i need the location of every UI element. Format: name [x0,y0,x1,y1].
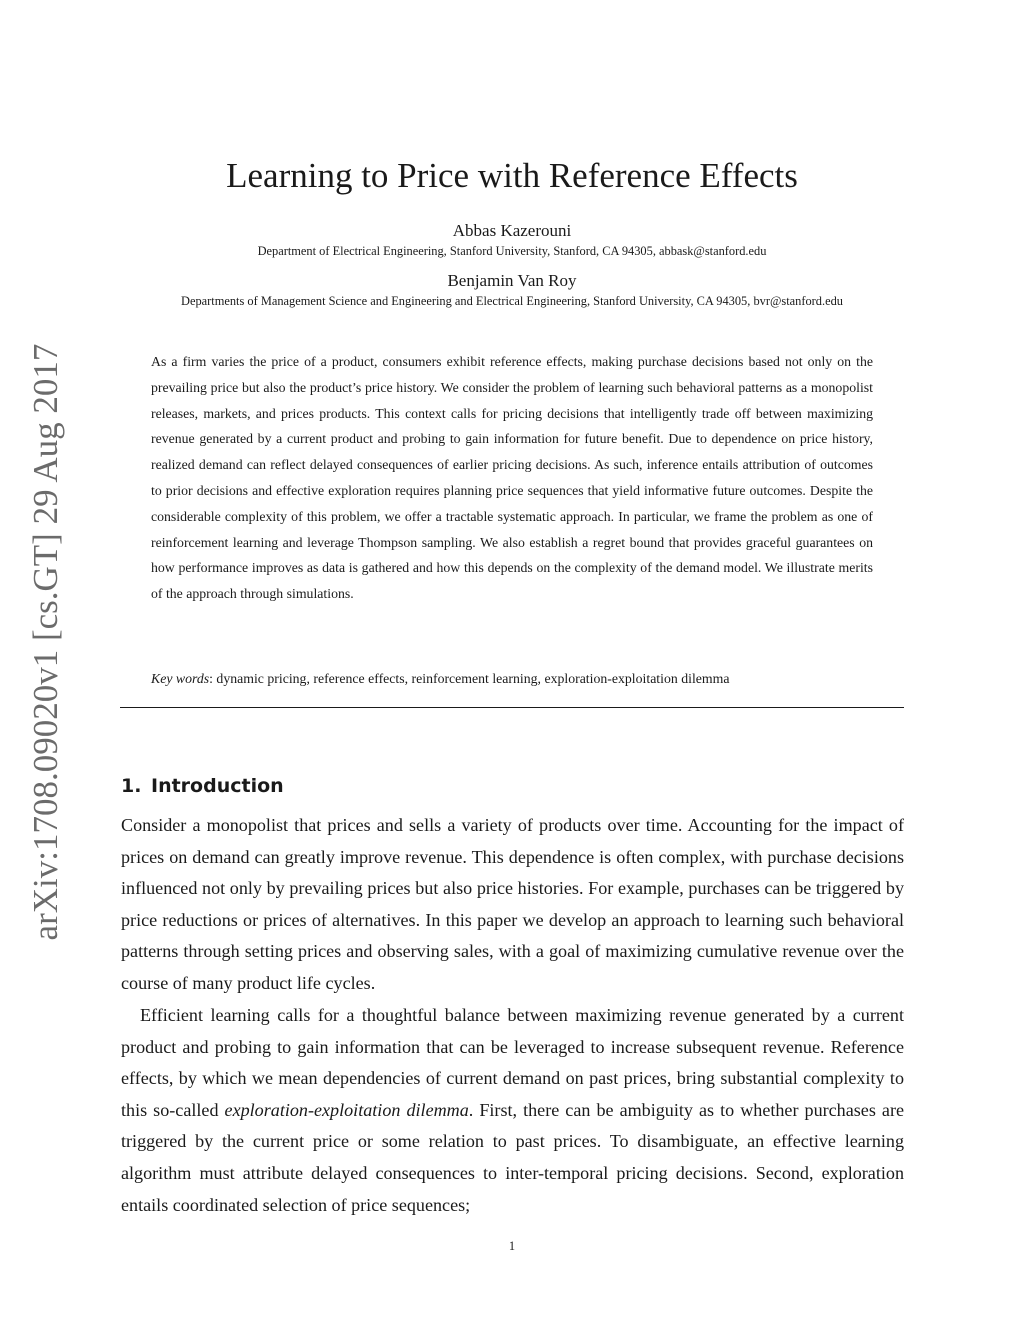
section-title: Introduction [151,775,284,797]
author-name-2: Benjamin Van Roy [447,271,577,290]
emphasis-term: exploration-exploitation dilemma [224,1099,469,1120]
keywords [151,668,873,690]
abstract: As a firm varies the price of a product, consumers exhibit reference effects, making purchase decisions based not only on the prevailing price but also the product’s price history. We consider the problem of learning such behavioral patterns as a monopolist releases, markets, and prices products. This context calls for pricing decisions that intelligently trade off between maximizing revenue generated by a current product and probing to gain information for future benefit. Due to dependence on price history, realized demand can reflect delayed consequences of earlier pricing decisions. As such, inference entails attribution of outcomes to prior decisions and effective exploration requires planning price sequences that yield informative future outcomes. Despite the considerable complexity of this problem, we offer a tractable systematic approach. In particular, we frame the problem as one of reinforcement learning and leverage Thompson sampling. We also establish a regret bound that provides graceful guarantees on how performance improves as data is gathered and how this depends on the complexity of the demand model. We illustrate merits of the approach through simulations. [151,354,873,602]
author-affiliation-1: Department of Electrical Engineering, Stanford University, Stanford, CA 94305, abbask@stanford.edu [257,244,767,258]
intro-paragraph-1: Consider a monopolist that prices and sells a variety of products over time. Accounting for the impact of prices on demand can greatly improve revenue. This dependence is often complex, with purchase decisions influenced not only by prevailing prices but also price histories. For example, purchases can be triggered by price reductions or prices of alternatives. In this paper we develop an approach to learning such behavioral patterns through setting prices and observing sales, with a goal of maximizing cumulative revenue over the course of many product life cycles. [121,815,904,993]
author-affiliation-2: Departments of Management Science and Engineering and Electrical Engineering, Stanford University, CA 94305, bvr@stanford.edu [181,294,843,308]
paragraph-2-text-start: Efficient learning calls for a thoughtful balance between maximizing revenue generated by a current product and probing to gain information that can be leveraged to increase subsequent revenue. Reference effects, by which we mean dependencies of current demand on past prices, bring substantial complexity to this so-called [121,1005,904,1120]
section-heading [121,772,284,800]
arxiv-stamp: arXiv:1708.09020v1 [cs.GT] 29 Aug 2017 [26,343,65,941]
abstract-divider [120,707,904,708]
author-name-1: Abbas Kazerouni [452,221,572,240]
keywords-text: dynamic pricing, reference effects, reinforcement learning, exploration-exploitation dilemma [216,671,730,686]
page-number: 1 [508,1239,516,1253]
paragraph-2-text-end: . First, there can be ambiguity as to whether purchases are triggered by the current price or some relation to past prices. To disambiguate, an effective learning algorithm must attribute delayed consequences to inter-temporal pricing decisions. Second, exploration entails coordinated selection of price sequences; [121,1099,904,1215]
intro-paragraph-2 [121,1000,904,1221]
keywords-separator: : [209,671,213,686]
paper-title: Learning to Price with Reference Effects [226,156,798,195]
keywords-label: Key words [151,671,210,686]
section-number: 1. [121,775,142,797]
